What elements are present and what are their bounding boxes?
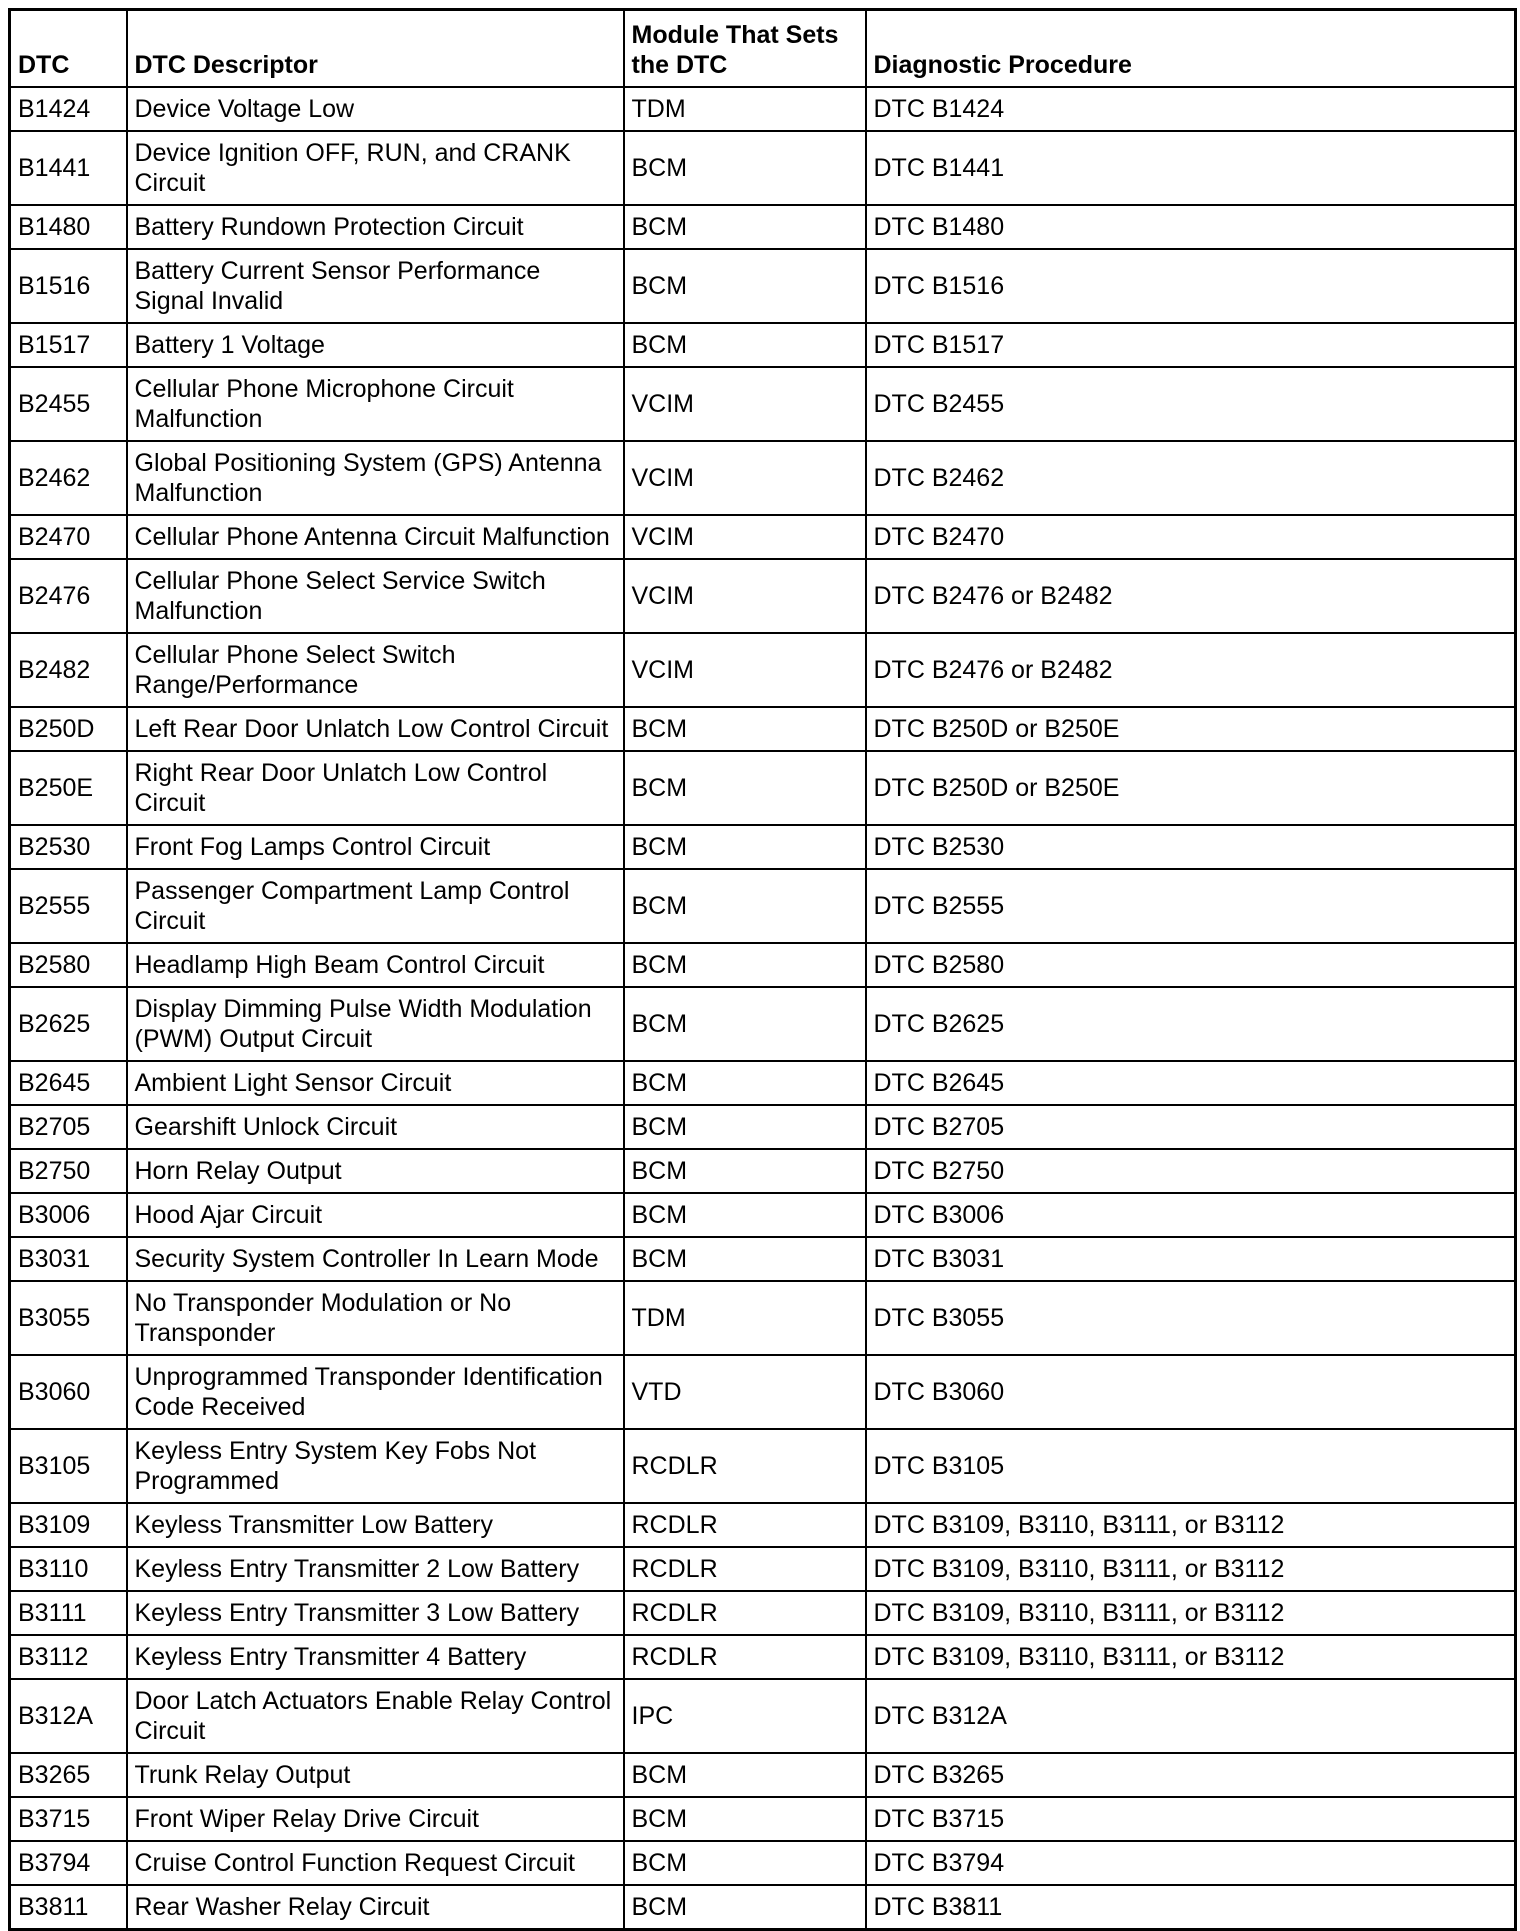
cell-descriptor: Door Latch Actuators Enable Relay Control Circuit xyxy=(127,1679,624,1753)
cell-dtc: B2580 xyxy=(10,943,127,987)
cell-module: BCM xyxy=(624,1105,866,1149)
cell-procedure: DTC B2462 xyxy=(866,441,1516,515)
header-procedure: Diagnostic Procedure xyxy=(866,10,1516,88)
cell-procedure: DTC B1424 xyxy=(866,87,1516,131)
cell-descriptor: Security System Controller In Learn Mode xyxy=(127,1237,624,1281)
cell-procedure: DTC B2555 xyxy=(866,869,1516,943)
cell-dtc: B2625 xyxy=(10,987,127,1061)
cell-descriptor: Keyless Entry Transmitter 2 Low Battery xyxy=(127,1547,624,1591)
cell-module: BCM xyxy=(624,1193,866,1237)
cell-descriptor: Device Voltage Low xyxy=(127,87,624,131)
cell-dtc: B3060 xyxy=(10,1355,127,1429)
cell-procedure: DTC B2470 xyxy=(866,515,1516,559)
table-row xyxy=(10,1503,1516,1547)
table-row xyxy=(10,825,1516,869)
cell-procedure: DTC B3109, B3110, B3111, or B3112 xyxy=(866,1547,1516,1591)
cell-module: RCDLR xyxy=(624,1591,866,1635)
cell-descriptor: Cellular Phone Select Service Switch Malfunction xyxy=(127,559,624,633)
cell-module: TDM xyxy=(624,87,866,131)
cell-procedure: DTC B3105 xyxy=(866,1429,1516,1503)
cell-descriptor: No Transponder Modulation or No Transponder xyxy=(127,1281,624,1355)
cell-module: BCM xyxy=(624,1797,866,1841)
cell-dtc: B2705 xyxy=(10,1105,127,1149)
cell-module: BCM xyxy=(624,1841,866,1885)
cell-dtc: B1441 xyxy=(10,131,127,205)
cell-dtc: B250E xyxy=(10,751,127,825)
cell-procedure: DTC B3006 xyxy=(866,1193,1516,1237)
cell-module: BCM xyxy=(624,943,866,987)
cell-module: BCM xyxy=(624,987,866,1061)
cell-dtc: B1424 xyxy=(10,87,127,131)
table-row xyxy=(10,633,1516,707)
cell-descriptor: Right Rear Door Unlatch Low Control Circuit xyxy=(127,751,624,825)
table-row xyxy=(10,869,1516,943)
table-row xyxy=(10,1105,1516,1149)
header-module-line1: Module That Sets xyxy=(631,21,839,49)
cell-procedure: DTC B2580 xyxy=(866,943,1516,987)
cell-module: VCIM xyxy=(624,633,866,707)
cell-dtc: B2645 xyxy=(10,1061,127,1105)
cell-dtc: B3109 xyxy=(10,1503,127,1547)
cell-module: RCDLR xyxy=(624,1547,866,1591)
cell-module: RCDLR xyxy=(624,1429,866,1503)
cell-descriptor: Display Dimming Pulse Width Modulation (PWM) Output Circuit xyxy=(127,987,624,1061)
cell-descriptor: Device Ignition OFF, RUN, and CRANK Circuit xyxy=(127,131,624,205)
table-row xyxy=(10,1635,1516,1679)
cell-module: BCM xyxy=(624,249,866,323)
cell-procedure: DTC B2476 or B2482 xyxy=(866,633,1516,707)
table-row xyxy=(10,987,1516,1061)
cell-procedure: DTC B250D or B250E xyxy=(866,751,1516,825)
cell-module: TDM xyxy=(624,1281,866,1355)
table-body xyxy=(10,87,1516,1930)
cell-descriptor: Hood Ajar Circuit xyxy=(127,1193,624,1237)
table-header xyxy=(10,10,1516,88)
table-row xyxy=(10,559,1516,633)
table-row xyxy=(10,1797,1516,1841)
cell-dtc: B2555 xyxy=(10,869,127,943)
cell-procedure: DTC B1517 xyxy=(866,323,1516,367)
cell-procedure: DTC B3109, B3110, B3111, or B3112 xyxy=(866,1635,1516,1679)
cell-dtc: B3715 xyxy=(10,1797,127,1841)
cell-procedure: DTC B2455 xyxy=(866,367,1516,441)
cell-module: BCM xyxy=(624,869,866,943)
table-row xyxy=(10,323,1516,367)
cell-procedure: DTC B250D or B250E xyxy=(866,707,1516,751)
cell-descriptor: Cellular Phone Select Switch Range/Performance xyxy=(127,633,624,707)
cell-procedure: DTC B2530 xyxy=(866,825,1516,869)
cell-module: BCM xyxy=(624,323,866,367)
cell-dtc: B3105 xyxy=(10,1429,127,1503)
cell-procedure: DTC B1480 xyxy=(866,205,1516,249)
cell-procedure: DTC B3060 xyxy=(866,1355,1516,1429)
cell-procedure: DTC B3031 xyxy=(866,1237,1516,1281)
cell-dtc: B3031 xyxy=(10,1237,127,1281)
table-row xyxy=(10,87,1516,131)
cell-procedure: DTC B3794 xyxy=(866,1841,1516,1885)
cell-module: VCIM xyxy=(624,441,866,515)
cell-descriptor: Cellular Phone Antenna Circuit Malfunction xyxy=(127,515,624,559)
table-row xyxy=(10,367,1516,441)
cell-procedure: DTC B1516 xyxy=(866,249,1516,323)
cell-descriptor: Horn Relay Output xyxy=(127,1149,624,1193)
cell-module: BCM xyxy=(624,751,866,825)
cell-procedure: DTC B2750 xyxy=(866,1149,1516,1193)
cell-descriptor: Keyless Entry Transmitter 3 Low Battery xyxy=(127,1591,624,1635)
table-row xyxy=(10,1591,1516,1635)
cell-dtc: B3112 xyxy=(10,1635,127,1679)
table-row xyxy=(10,1841,1516,1885)
header-row xyxy=(10,10,1516,88)
cell-dtc: B2455 xyxy=(10,367,127,441)
cell-module: VCIM xyxy=(624,515,866,559)
cell-procedure: DTC B3055 xyxy=(866,1281,1516,1355)
cell-module: BCM xyxy=(624,1237,866,1281)
table-row xyxy=(10,751,1516,825)
cell-module: BCM xyxy=(624,1753,866,1797)
cell-procedure: DTC B2645 xyxy=(866,1061,1516,1105)
cell-module: VTD xyxy=(624,1355,866,1429)
cell-dtc: B3811 xyxy=(10,1885,127,1930)
cell-module: BCM xyxy=(624,707,866,751)
table-row xyxy=(10,1885,1516,1930)
cell-module: BCM xyxy=(624,1149,866,1193)
table-row xyxy=(10,707,1516,751)
cell-module: BCM xyxy=(624,205,866,249)
table-row xyxy=(10,1355,1516,1429)
header-dtc: DTC xyxy=(10,10,127,88)
cell-dtc: B3794 xyxy=(10,1841,127,1885)
table-row xyxy=(10,1547,1516,1591)
cell-module: BCM xyxy=(624,131,866,205)
table-row xyxy=(10,1679,1516,1753)
cell-descriptor: Front Fog Lamps Control Circuit xyxy=(127,825,624,869)
cell-descriptor: Keyless Entry Transmitter 4 Battery xyxy=(127,1635,624,1679)
cell-procedure: DTC B2705 xyxy=(866,1105,1516,1149)
cell-dtc: B1517 xyxy=(10,323,127,367)
cell-descriptor: Battery Current Sensor Performance Signal Invalid xyxy=(127,249,624,323)
cell-dtc: B3110 xyxy=(10,1547,127,1591)
cell-dtc: B2476 xyxy=(10,559,127,633)
cell-descriptor: Rear Washer Relay Circuit xyxy=(127,1885,624,1930)
cell-procedure: DTC B3265 xyxy=(866,1753,1516,1797)
cell-dtc: B2530 xyxy=(10,825,127,869)
cell-module: BCM xyxy=(624,1885,866,1930)
cell-procedure: DTC B2476 or B2482 xyxy=(866,559,1516,633)
table-row xyxy=(10,1061,1516,1105)
cell-descriptor: Battery Rundown Protection Circuit xyxy=(127,205,624,249)
cell-dtc: B3265 xyxy=(10,1753,127,1797)
dtc-table xyxy=(8,8,1517,1931)
cell-module: VCIM xyxy=(624,559,866,633)
cell-descriptor: Battery 1 Voltage xyxy=(127,323,624,367)
cell-descriptor: Unprogrammed Transponder Identification Code Received xyxy=(127,1355,624,1429)
table-row xyxy=(10,943,1516,987)
table-row xyxy=(10,131,1516,205)
cell-descriptor: Cruise Control Function Request Circuit xyxy=(127,1841,624,1885)
cell-descriptor: Gearshift Unlock Circuit xyxy=(127,1105,624,1149)
cell-descriptor: Global Positioning System (GPS) Antenna Malfunction xyxy=(127,441,624,515)
cell-dtc: B1516 xyxy=(10,249,127,323)
cell-module: RCDLR xyxy=(624,1503,866,1547)
cell-descriptor: Headlamp High Beam Control Circuit xyxy=(127,943,624,987)
cell-descriptor: Keyless Transmitter Low Battery xyxy=(127,1503,624,1547)
cell-descriptor: Cellular Phone Microphone Circuit Malfunction xyxy=(127,367,624,441)
cell-module: VCIM xyxy=(624,367,866,441)
cell-dtc: B3111 xyxy=(10,1591,127,1635)
cell-dtc: B3055 xyxy=(10,1281,127,1355)
cell-dtc: B312A xyxy=(10,1679,127,1753)
cell-dtc: B250D xyxy=(10,707,127,751)
cell-dtc: B3006 xyxy=(10,1193,127,1237)
cell-dtc: B1480 xyxy=(10,205,127,249)
table-row xyxy=(10,1753,1516,1797)
cell-descriptor: Ambient Light Sensor Circuit xyxy=(127,1061,624,1105)
table-row xyxy=(10,249,1516,323)
cell-procedure: DTC B2625 xyxy=(866,987,1516,1061)
cell-dtc: B2470 xyxy=(10,515,127,559)
cell-descriptor: Passenger Compartment Lamp Control Circuit xyxy=(127,869,624,943)
cell-descriptor: Front Wiper Relay Drive Circuit xyxy=(127,1797,624,1841)
cell-procedure: DTC B3109, B3110, B3111, or B3112 xyxy=(866,1591,1516,1635)
header-descriptor: DTC Descriptor xyxy=(127,10,624,88)
table-row xyxy=(10,1149,1516,1193)
cell-module: RCDLR xyxy=(624,1635,866,1679)
cell-procedure: DTC B3109, B3110, B3111, or B3112 xyxy=(866,1503,1516,1547)
table-row xyxy=(10,1193,1516,1237)
table-row xyxy=(10,515,1516,559)
table-row xyxy=(10,205,1516,249)
cell-procedure: DTC B3715 xyxy=(866,1797,1516,1841)
cell-descriptor: Keyless Entry System Key Fobs Not Programmed xyxy=(127,1429,624,1503)
cell-descriptor: Trunk Relay Output xyxy=(127,1753,624,1797)
cell-procedure: DTC B1441 xyxy=(866,131,1516,205)
table-row xyxy=(10,1429,1516,1503)
cell-descriptor: Left Rear Door Unlatch Low Control Circuit xyxy=(127,707,624,751)
cell-module: BCM xyxy=(624,1061,866,1105)
header-module-line2: the DTC xyxy=(631,51,728,79)
cell-procedure: DTC B3811 xyxy=(866,1885,1516,1930)
table-row xyxy=(10,441,1516,515)
table-row xyxy=(10,1237,1516,1281)
cell-module: BCM xyxy=(624,825,866,869)
cell-dtc: B2482 xyxy=(10,633,127,707)
cell-dtc: B2750 xyxy=(10,1149,127,1193)
header-module xyxy=(624,10,866,88)
cell-procedure: DTC B312A xyxy=(866,1679,1516,1753)
table-row xyxy=(10,1281,1516,1355)
cell-dtc: B2462 xyxy=(10,441,127,515)
cell-module: IPC xyxy=(624,1679,866,1753)
